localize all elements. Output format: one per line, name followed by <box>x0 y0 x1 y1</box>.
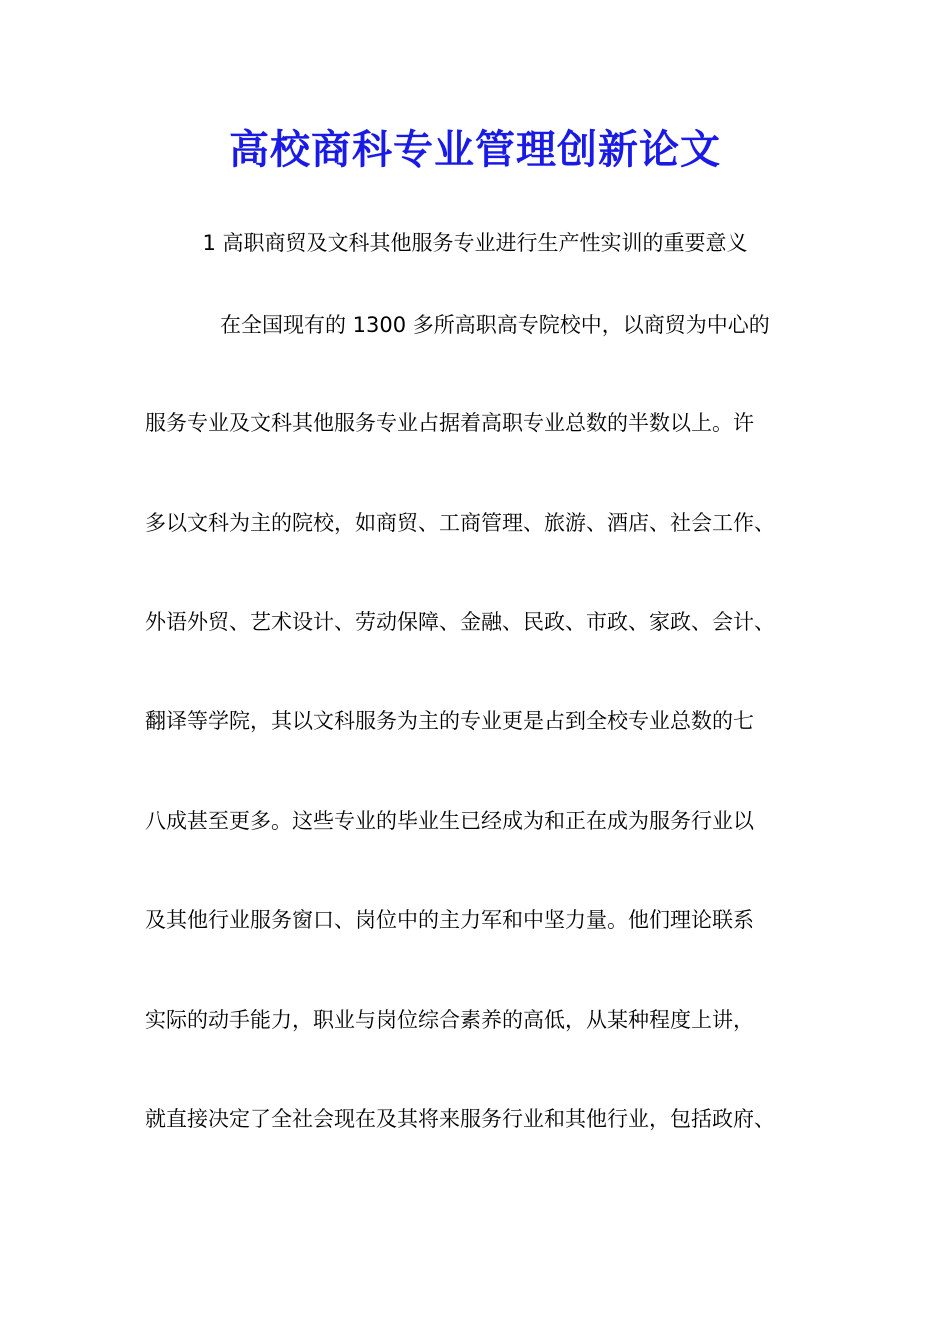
paragraph-line: 多以文科为主的院校，如商贸、工商管理、旅游、酒店、社会工作、 <box>145 511 775 535</box>
paragraph-line: 外语外贸、艺术设计、劳动保障、金融、民政、市政、家政、会计、 <box>145 610 775 634</box>
paragraph-line: 及其他行业服务窗口、岗位中的主力军和中坚力量。他们理论联系 <box>145 908 754 932</box>
document-title: 高校商科专业管理创新论文 <box>229 126 721 173</box>
paragraph-line: 八成甚至更多。这些专业的毕业生已经成为和正在成为服务行业以 <box>145 809 754 833</box>
paragraph-line: 就直接决定了全社会现在及其将来服务行业和其他行业，包括政府、 <box>145 1107 775 1131</box>
section-heading: 1 高职商贸及文科其他服务专业进行生产性实训的重要意义 <box>202 231 748 255</box>
paragraph-line: 在全国现有的 1300 多所高职高专院校中，以商贸为中心的 <box>220 313 770 337</box>
paragraph-line: 服务专业及文科其他服务专业占据着高职专业总数的半数以上。许 <box>145 411 754 435</box>
paragraph-line: 实际的动手能力，职业与岗位综合素养的高低，从某种程度上讲， <box>145 1008 754 1032</box>
paragraph-line: 翻译等学院，其以文科服务为主的专业更是占到全校专业总数的七 <box>145 709 754 733</box>
